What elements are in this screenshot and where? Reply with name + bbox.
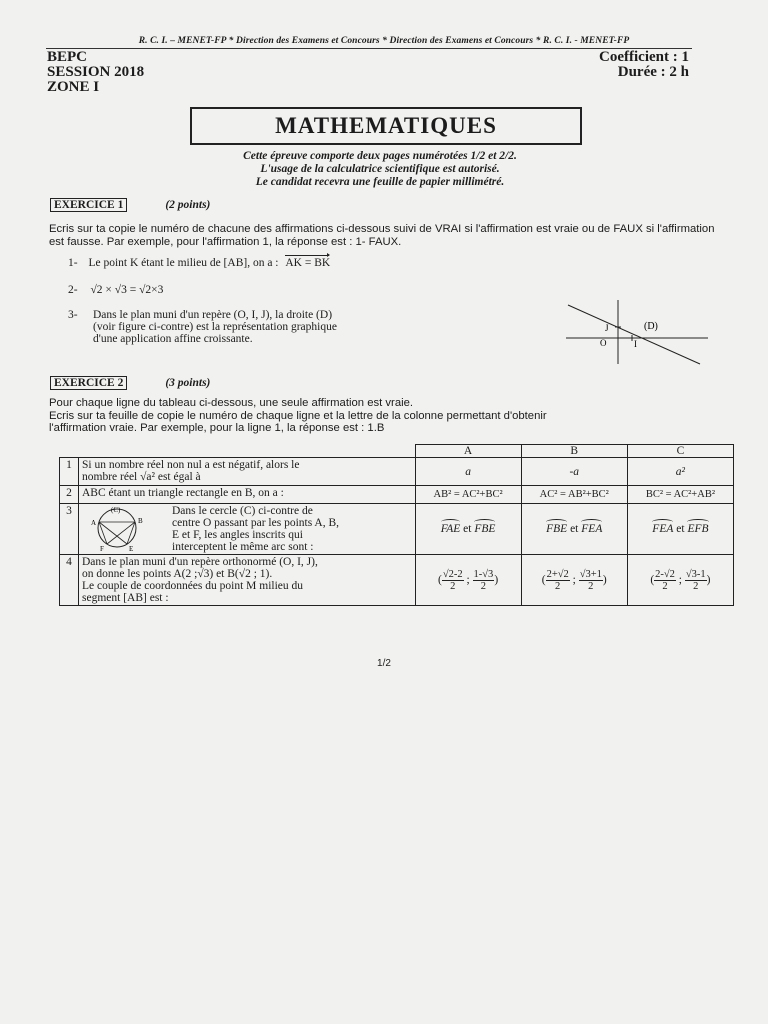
arc-angle: EFB: [687, 523, 709, 535]
numerator: √3-1: [685, 568, 706, 580]
answer-c: ( $\frac{2-√2}{2}$ ; $\frac{√3-1}{2}$ ): [627, 555, 733, 606]
affine-line-figure: [560, 298, 710, 368]
exam-name: BEPC: [47, 49, 88, 65]
question-line: E et F, les angles inscrits qui: [172, 529, 303, 541]
denominator: 2: [480, 580, 487, 592]
vector-equation: AK = BK: [285, 257, 331, 269]
row-number: 3: [60, 504, 79, 555]
fraction: [473, 569, 495, 592]
ex2-heading: [50, 373, 210, 391]
ex1-points: (2 points): [165, 199, 211, 211]
notice-line: Cette épreuve comporte deux pages numérotées 1/2 et 2/2.: [243, 150, 517, 162]
ex2-points: (3 points): [165, 377, 211, 389]
numerator: 1-√3: [473, 568, 494, 580]
circle-figure: [81, 505, 153, 551]
question-line: segment [AB] est :: [82, 592, 169, 604]
question-line: interceptent le même arc sont :: [172, 541, 314, 553]
intro-line: l'affirmation vraie. Par exemple, pour la ligne 1, la réponse est : 1.B: [49, 422, 385, 434]
question-line: Dans le cercle (C) ci-contre de: [172, 505, 313, 517]
column-header: A: [415, 445, 521, 458]
item-line: (voir figure ci-contre) est la représentation graphique: [93, 321, 337, 333]
label-j: J: [605, 323, 609, 333]
answer-b: ( $\frac{2+√2}{2}$ ; $\frac{√3+1}{2}$ ): [521, 555, 627, 606]
denominator: 2: [450, 580, 456, 592]
row-question: ABC étant un triangle rectangle en B, on a :: [79, 486, 416, 504]
header-right: [599, 50, 689, 80]
numerator: 2+√2: [546, 568, 569, 580]
question-line: Le couple de coordonnées du point M milieu du: [82, 580, 304, 592]
ex2-intro: [49, 397, 729, 435]
exam-zone: ZONE I: [47, 79, 100, 95]
item-text: Le point K étant le milieu de [AB], on a :: [88, 257, 279, 269]
label-e: E: [129, 545, 134, 551]
answer-c: [627, 504, 733, 555]
root-equation: √2 × √3 = √2×3: [90, 284, 164, 296]
answer-b: -a: [521, 458, 627, 486]
arc-angle: FAE: [440, 523, 461, 535]
header-left: [47, 50, 144, 95]
item-number: 2-: [68, 284, 78, 296]
fraction: [579, 569, 603, 592]
item-number: 1-: [68, 257, 78, 269]
question-line: Dans le plan muni d'un repère orthonormé (O, I, J),: [82, 556, 318, 568]
label-d: (D): [644, 321, 658, 332]
label-f: F: [100, 545, 104, 551]
duration: Durée : 2 h: [617, 64, 689, 80]
numerator: √3+1: [579, 568, 602, 580]
notice-line: L'usage de la calculatrice scientifique est autorisé.: [260, 163, 500, 175]
question-line: centre O passant par les points A, B,: [172, 517, 340, 529]
intro-line: Ecris sur ta feuille de copie le numéro de chaque ligne et la lettre de la colonne permettant d'obtenir: [49, 409, 547, 422]
denominator: 2: [693, 580, 699, 592]
answer-c: a²: [627, 458, 733, 486]
row-question: [79, 555, 416, 606]
header-top-line: R. C. I. – MENET-FP * Direction des Examens et Concours * Direction des Examens et Concours * R. C. I. - MENET-FP: [138, 36, 630, 46]
answer-a: AB² = AC²+BC²: [415, 486, 521, 504]
header-rule: [46, 48, 692, 49]
ex1-item-2: [68, 284, 163, 296]
answer-a: a: [415, 458, 521, 486]
ex1-label: EXERCICE 1: [50, 198, 127, 212]
arc-angle: FBE: [546, 523, 568, 535]
answer-a: [415, 504, 521, 555]
answer-c: BC² = AC²+AB²: [627, 486, 733, 504]
question-line: Si un nombre réel non nul a est négatif, alors le: [82, 459, 300, 471]
arc-angle: FEA: [581, 523, 603, 535]
table-row: [60, 504, 734, 555]
ex2-label: EXERCICE 2: [50, 376, 127, 390]
label-o: O: [600, 338, 607, 348]
page-title: MATHEMATIQUES: [275, 113, 497, 138]
conjunction: et: [463, 523, 472, 535]
answer-b: AC² = AB²+BC²: [521, 486, 627, 504]
ex1-item-3: [68, 309, 337, 345]
answer-a: ( $\frac{√2-2}{2}$ ; $\frac{1-√3}{2}$ ): [415, 555, 521, 606]
title-box: [190, 107, 582, 145]
row-question: [79, 458, 416, 486]
arc-angle: FBE: [474, 523, 496, 535]
denominator: 2: [588, 580, 594, 592]
notice: [140, 150, 620, 189]
conjunction: et: [570, 523, 579, 535]
fraction: [654, 569, 676, 592]
table-row: [60, 555, 734, 606]
conjunction: et: [676, 523, 685, 535]
numerator: √2-2: [442, 568, 463, 580]
fraction: [442, 569, 464, 592]
answer-b: [521, 504, 627, 555]
question-table: [59, 444, 734, 606]
row-number: 1: [60, 458, 79, 486]
notice-line: Le candidat recevra une feuille de papier millimétré.: [255, 176, 505, 188]
item-line: d'une application affine croissante.: [93, 333, 253, 345]
numerator: 2-√2: [655, 568, 675, 580]
item-number: 3-: [68, 309, 78, 321]
column-header: C: [627, 445, 733, 458]
label-b: B: [138, 517, 143, 525]
fraction: [685, 569, 707, 592]
row-question: [79, 504, 416, 555]
item-line: Dans le plan muni d'un repère (O, I, J), la droite (D): [93, 309, 333, 321]
table-header-row: [60, 445, 734, 458]
ex1-item-1: [68, 253, 330, 269]
coefficient: Coefficient : 1: [599, 49, 689, 65]
label-i: I: [634, 339, 637, 349]
label-circle: (C): [111, 506, 121, 514]
row-number: 2: [60, 486, 79, 504]
label-a: A: [91, 519, 97, 527]
column-header: B: [521, 445, 627, 458]
question-line: on donne les points A(2 ;√3) et B(√2 ; 1).: [82, 568, 273, 580]
table-row: [60, 486, 734, 504]
denominator: 2: [662, 580, 668, 592]
exam-session: SESSION 2018: [47, 64, 145, 80]
ex1-intro: Ecris sur ta copie le numéro de chacune des affirmations ci-dessous suivi de VRAI si l'affirmation est vraie ou de FAUX si l'affirmation est fausse. Par exemple, pour l'affirmation 1, la réponse est : 1- FAUX.: [49, 223, 715, 248]
question-line: nombre réel √a² est égal à: [82, 471, 201, 483]
row-number: 4: [60, 555, 79, 606]
arc-angle: FEA: [652, 523, 674, 535]
intro-line: Pour chaque ligne du tableau ci-dessous, une seule affirmation est vraie.: [49, 397, 414, 409]
question-text: [172, 505, 412, 553]
denominator: 2: [555, 580, 561, 592]
page-number: 1/2: [377, 658, 391, 669]
ex1-heading: [50, 195, 210, 213]
fraction: [546, 569, 570, 592]
table-row: [60, 458, 734, 486]
